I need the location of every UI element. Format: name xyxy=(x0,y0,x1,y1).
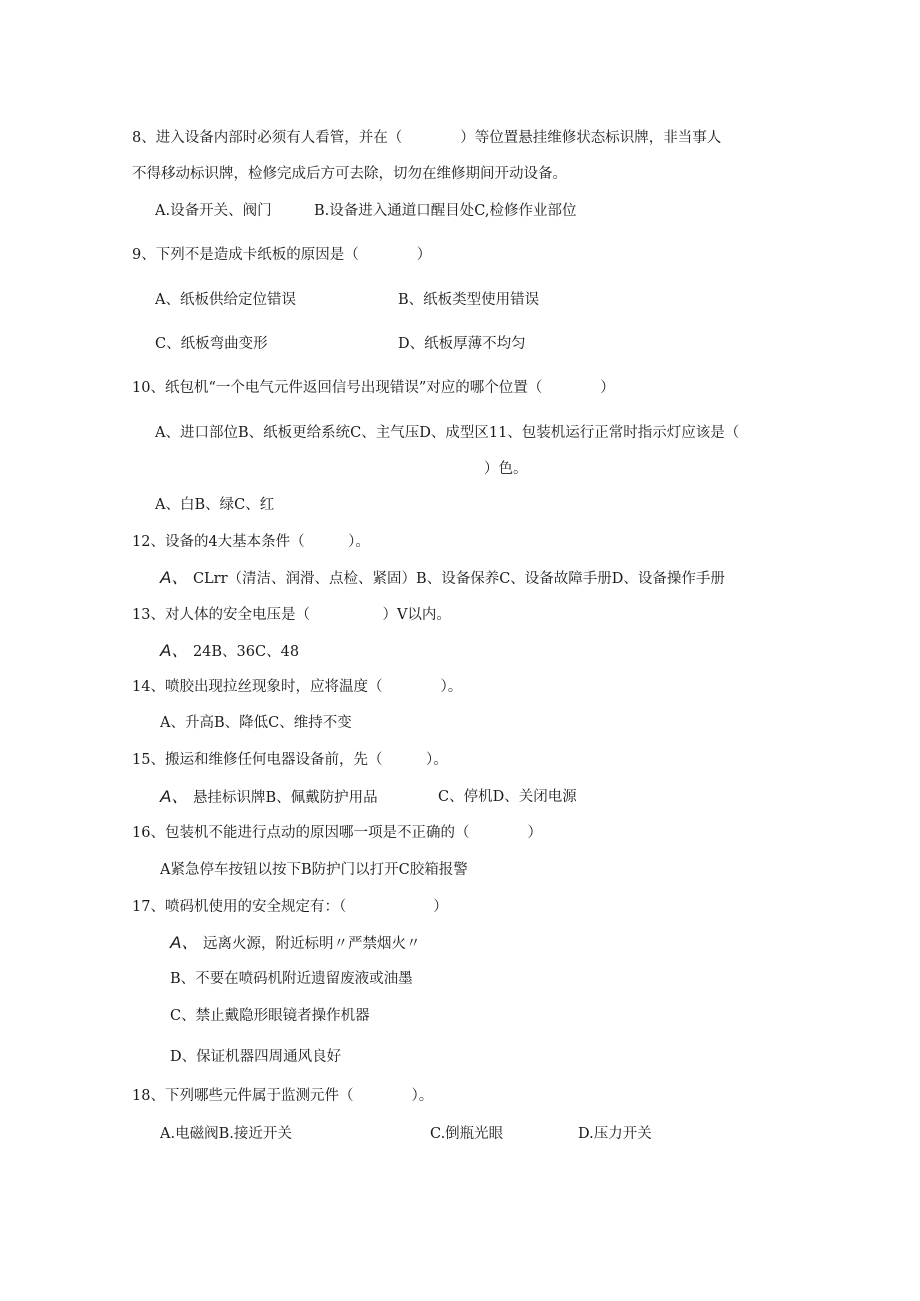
question-9-option-b: B、纸板类型使用错误 xyxy=(398,292,540,308)
question-16-stem: 16、包装机不能进行点动的原因哪一项是不正确的（ ） xyxy=(132,825,542,841)
question-15-options-ab: 悬挂标识牌B、佩戴防护用品 xyxy=(192,790,378,806)
question-9-option-d: D、纸板厚薄不均匀 xyxy=(398,336,526,352)
question-8-line-1: 8、进入设备内部时必须有人看管，并在（ ）等位置悬挂维修状态标识牌，非当事人 xyxy=(132,130,722,146)
question-12-stem: 12、设备的4大基本条件（ ）。 xyxy=(132,534,370,550)
question-11-options: A、白B、绿C、红 xyxy=(155,497,275,513)
question-17-option-a: 远离火源，附近标明〃严禁烟火〃 xyxy=(202,936,421,952)
question-10-options: A、进口部位B、纸板更给系统C、主气压D、成型区11、包装机运行正常时指示灯应该是（ xyxy=(155,425,740,441)
question-17-option-d: D、保证机器四周通风良好 xyxy=(170,1049,342,1065)
question-18-options-ab: A.电磁阀B.接近开关 xyxy=(160,1126,292,1142)
question-18-stem: 18、下列哪些元件属于监测元件（ ）。 xyxy=(132,1088,434,1104)
question-12-options: CLrr（清洁、润滑、点检、紧固）B、设备保养C、设备故障手册D、设备操作手册 xyxy=(192,571,725,587)
question-8-option-a: A.设备开关、阀门 xyxy=(155,203,272,219)
question-13-options: 24B、36C、48 xyxy=(192,644,300,660)
question-9-option-a: A、纸板供给定位错误 xyxy=(155,292,296,308)
question-16-options: A紧急停车按钮以按下B防护门以打开C胶箱报警 xyxy=(160,862,468,878)
option-a-marker: A、 xyxy=(160,641,189,660)
question-15-stem: 15、搬运和维修任何电器设备前，先（ ）。 xyxy=(132,752,448,768)
question-14-stem: 14、喷胶出现拉丝现象时，应将温度（ ）。 xyxy=(132,679,463,695)
question-15-options-cd: C、停机D、关闭电源 xyxy=(438,789,577,805)
question-9-stem: 9、下列不是造成卡纸板的原因是（ ） xyxy=(132,247,432,263)
question-17-option-b: B、不要在喷码机附近遗留废液或油墨 xyxy=(170,971,413,987)
question-17-option-c: C、禁止戴隐形眼镜者操作机器 xyxy=(170,1008,370,1024)
question-15-options-line xyxy=(160,787,378,808)
question-13-options-line xyxy=(160,641,299,662)
question-18-option-d: D.压力开关 xyxy=(578,1126,652,1142)
question-9-option-c: C、纸板弯曲变形 xyxy=(155,336,268,352)
question-11-continuation: ）色。 xyxy=(484,461,528,477)
question-13-stem: 13、对人体的安全电压是（ ）V以内。 xyxy=(132,607,451,623)
option-a-marker: A、 xyxy=(170,933,199,952)
question-17-option-a-line xyxy=(170,933,420,954)
question-17-stem: 17、喷码机使用的安全规定有：（ ） xyxy=(132,899,448,915)
option-a-marker: A、 xyxy=(160,568,189,587)
question-14-options: A、升高B、降低C、维持不变 xyxy=(160,715,352,731)
question-10-stem: 10、纸包机“一个电气元件返回信号出现错误”对应的哪个位置（ ） xyxy=(132,380,615,396)
question-18-option-c: C.倒瓶光眼 xyxy=(430,1126,504,1142)
option-a-marker: A、 xyxy=(160,787,189,806)
question-12-options-line xyxy=(160,568,725,589)
question-8-line-2: 不得移动标识牌，检修完成后方可去除，切勿在维修期间开动设备。 xyxy=(132,166,567,182)
question-8-option-bc: B.设备进入通道口醒目处C,检修作业部位 xyxy=(314,203,577,219)
